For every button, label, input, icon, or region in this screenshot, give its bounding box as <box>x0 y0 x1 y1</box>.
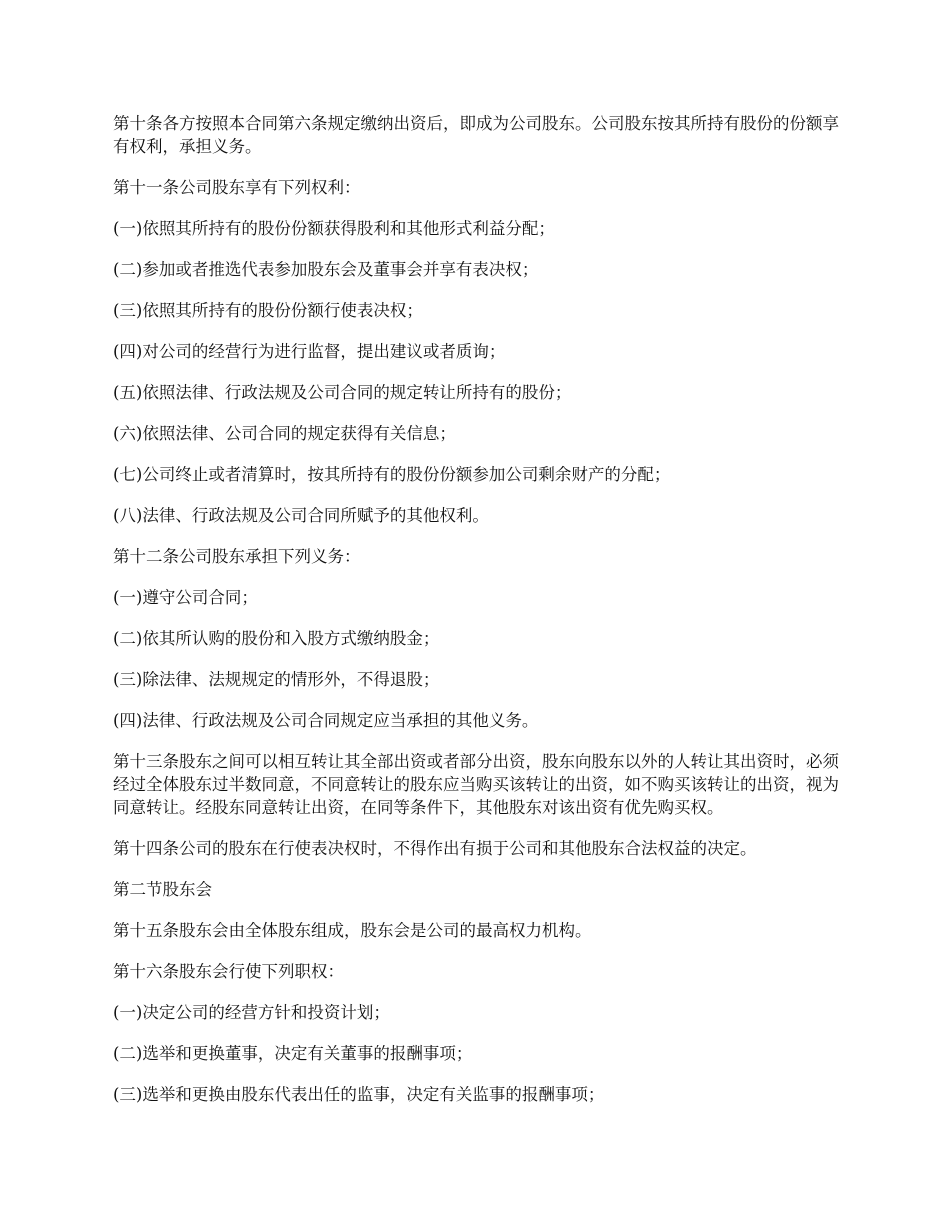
article-11-item-3: (三)依照其所持有的股份份额行使表决权； <box>113 301 423 320</box>
article-15: 第十五条股东会由全体股东组成，股东会是公司的最高权力机构。 <box>113 921 592 940</box>
article-16-heading: 第十六条股东会行使下列职权： <box>113 962 344 981</box>
article-13: 第十三条股东之间可以相互转让其全部出资或者部分出资，股东向股东以外的人转让其出资时，必须经过全体股东过半数同意，不同意转让的股东应当购买该转让的出资，如不购买该转让的出资，视为同意转让。经股东同意转让出资，在同等条件下，其他股东对该出资有优先购买权。 <box>113 752 839 817</box>
article-14: 第十四条公司的股东在行使表决权时，不得作出有损于公司和其他股东合法权益的决定。 <box>113 839 757 858</box>
article-11-item-1: (一)依照其所持有的股份份额获得股利和其他形式利益分配； <box>113 219 555 238</box>
article-11-item-6: (六)依照法律、公司合同的规定获得有关信息； <box>113 424 456 443</box>
article-12-item-4: (四)法律、行政法规及公司合同规定应当承担的其他义务。 <box>113 711 539 730</box>
article-12-heading: 第十二条公司股东承担下列义务： <box>113 547 361 566</box>
article-11-item-4: (四)对公司的经营行为进行监督，提出建议或者质询； <box>113 342 506 361</box>
article-11-item-2: (二)参加或者推选代表参加股东会及董事会并享有表决权； <box>113 260 539 279</box>
article-12-item-1: (一)遵守公司合同； <box>113 588 258 607</box>
article-11-item-5: (五)依照法律、行政法规及公司合同的规定转让所持有的股份； <box>113 383 572 402</box>
article-16-item-1: (一)决定公司的经营方针和投资计划； <box>113 1003 390 1022</box>
article-16-item-2: (二)选举和更换董事，决定有关董事的报酬事项； <box>113 1044 473 1063</box>
article-12-item-3: (三)除法律、法规规定的情形外，不得退股； <box>113 670 440 689</box>
article-11-item-7: (七)公司终止或者清算时，按其所持有的股份份额参加公司剩余财产的分配； <box>113 465 671 484</box>
article-10: 第十条各方按照本合同第六条规定缴纳出资后，即成为公司股东。公司股东按其所持有股份的份额享有权利，承担义务。 <box>113 114 839 156</box>
article-12-item-2: (二)依其所认购的股份和入股方式缴纳股金； <box>113 629 440 648</box>
article-16-item-3: (三)选举和更换由股东代表出任的监事，决定有关监事的报酬事项； <box>113 1085 605 1104</box>
document-page <box>113 112 839 1124</box>
article-11-heading: 第十一条公司股东享有下列权利： <box>113 178 361 197</box>
section-2-heading: 第二节股东会 <box>113 880 212 899</box>
article-11-item-8: (八)法律、行政法规及公司合同所赋予的其他权利。 <box>113 506 489 525</box>
